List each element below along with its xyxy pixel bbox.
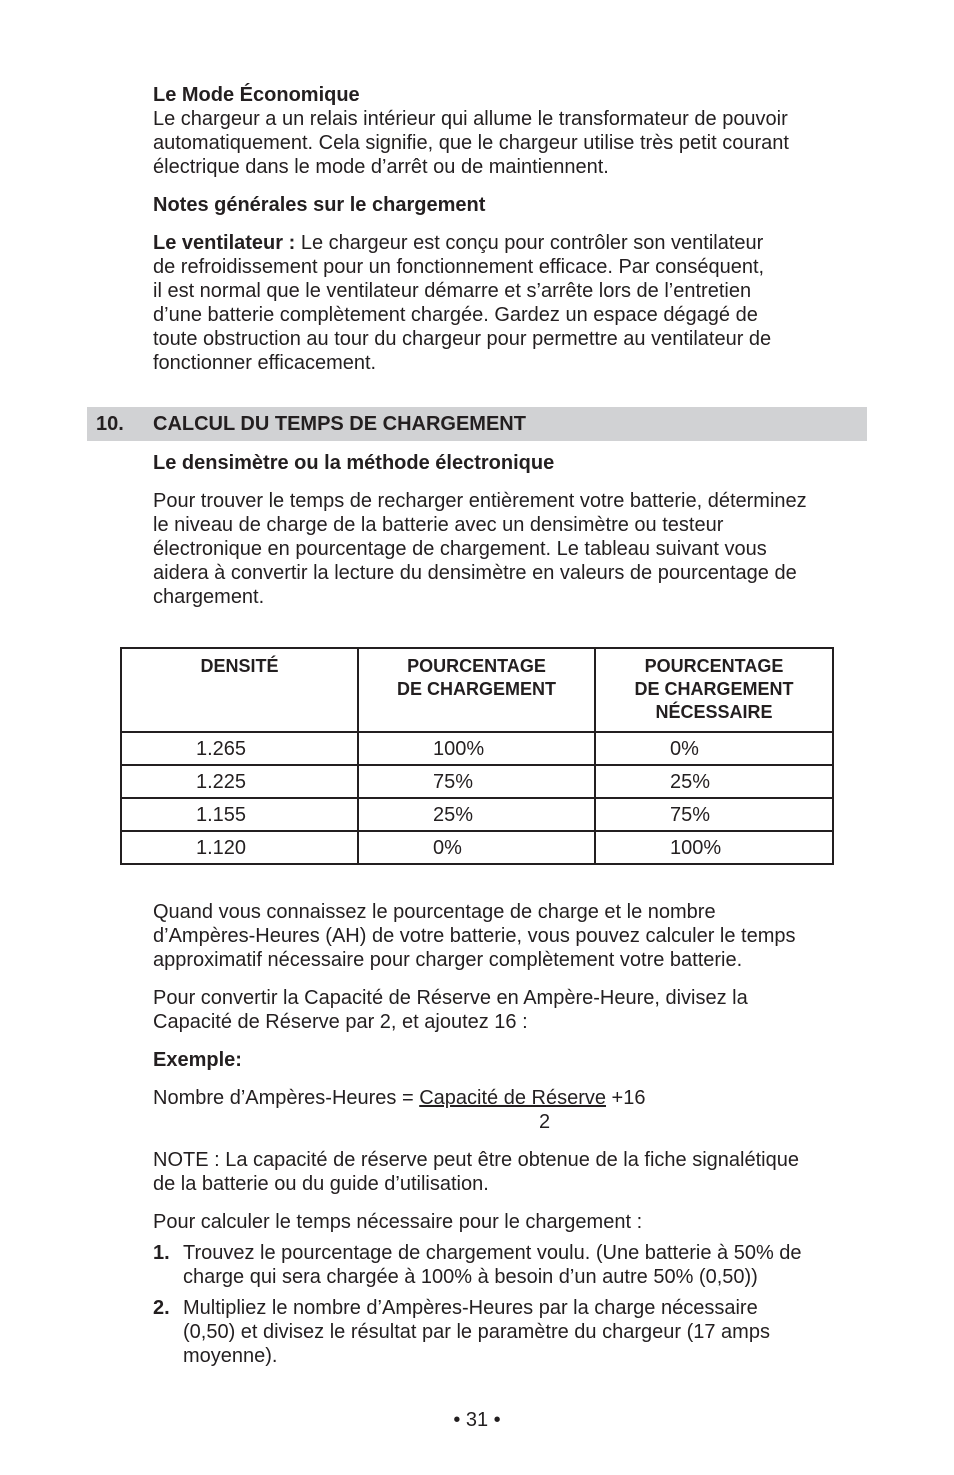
cell-charge: 0%: [358, 831, 595, 864]
eco-mode-section: [153, 83, 868, 179]
cell-needed: 75%: [595, 798, 833, 831]
fan-line: [153, 231, 868, 255]
example-heading-block: [153, 1048, 868, 1072]
convert-line: Pour convertir la Capacité de Réserve en Ampère-Heure, divisez la: [153, 987, 748, 1009]
fan-line: fonctionner efficacement.: [153, 352, 377, 374]
cell-needed: 100%: [595, 831, 833, 864]
general-notes-heading: Notes générales sur le chargement: [153, 194, 486, 216]
example-heading: Exemple:: [153, 1049, 242, 1071]
hydrometer-paragraph: [153, 489, 868, 609]
header-charge-needed: [595, 648, 833, 732]
header-charge-percent: [358, 648, 595, 732]
header-line: DE CHARGEMENT: [396, 679, 556, 699]
eco-mode-line: automatiquement. Cela signifie, que le chargeur utilise très petit courant: [153, 132, 789, 154]
hydrometer-heading: Le densimètre ou la méthode électronique: [153, 452, 555, 474]
fan-line: de refroidissement pour un fonctionnement efficace. Par conséquent,: [153, 256, 765, 278]
step-line: moyenne).: [183, 1345, 278, 1367]
hydrometer-line: électronique en pourcentage de chargement. Le tableau suivant vous: [153, 538, 767, 560]
eco-mode-heading: Le Mode Économique: [153, 84, 360, 106]
table-row: [121, 831, 833, 864]
fan-line: toute obstruction au tour du chargeur pour permettre au ventilateur de: [153, 328, 772, 350]
fan-line: il est normal que le ventilateur démarre et s’arrête lors de l’entretien: [153, 280, 752, 302]
convert-line: Capacité de Réserve par 2, et ajoutez 16 :: [153, 1011, 528, 1033]
formula: [153, 1086, 868, 1134]
cell-density: 1.120: [121, 831, 358, 864]
table-row: [121, 798, 833, 831]
hydrometer-line: chargement.: [153, 586, 265, 608]
step-line: charge qui sera chargée à 100% à besoin d’un autre 50% (0,50)): [183, 1266, 758, 1288]
fan-line: d’une batterie complètement chargée. Gardez un espace dégagé de: [153, 304, 758, 326]
step-number: 1.: [153, 1242, 170, 1264]
convert-paragraph: [153, 986, 868, 1034]
hydrometer-line: le niveau de charge de la batterie avec un densimètre ou testeur: [153, 514, 724, 536]
formula-suffix: +16: [606, 1087, 646, 1109]
header-line: NÉCESSAIRE: [655, 702, 773, 722]
density-table: [120, 647, 834, 865]
hydrometer-heading-block: [153, 451, 868, 475]
cell-needed: 25%: [595, 765, 833, 798]
eco-mode-line: Le chargeur a un relais intérieur qui allume le transformateur de pouvoir: [153, 108, 788, 130]
header-density: [121, 648, 358, 732]
formula-numerator: Capacité de Réserve: [419, 1087, 606, 1109]
fan-label: Le ventilateur :: [153, 232, 296, 254]
step-line: Trouvez le pourcentage de chargement voulu. (Une batterie à 50% de: [183, 1242, 802, 1264]
cell-density: 1.155: [121, 798, 358, 831]
hydrometer-line: Pour trouver le temps de recharger entièrement votre batterie, déterminez: [153, 490, 807, 512]
header-line: POURCENTAGE: [644, 656, 784, 676]
ah-paragraph: [153, 900, 868, 972]
note-line: de la batterie ou du guide d’utilisation.: [153, 1173, 489, 1195]
cell-needed: 0%: [595, 732, 833, 765]
eco-mode-line: électrique dans le mode d’arrêt ou de maintiennent.: [153, 156, 609, 178]
header-line: POURCENTAGE: [407, 656, 546, 676]
cell-density: 1.265: [121, 732, 358, 765]
calc-intro: Pour calculer le temps nécessaire pour le chargement :: [153, 1211, 643, 1233]
fan-paragraph: [153, 231, 868, 375]
section-title: CALCUL DU TEMPS DE CHARGEMENT: [153, 413, 526, 435]
section-header-bar: [87, 407, 867, 441]
header-line: DE CHARGEMENT: [634, 679, 794, 699]
fan-text: Le chargeur est conçu pour contrôler son ventilateur: [295, 232, 764, 254]
formula-denominator: 2: [539, 1111, 551, 1133]
general-notes-heading-block: [153, 193, 868, 217]
section-number: 10.: [96, 413, 124, 435]
cell-charge: 25%: [358, 798, 595, 831]
cell-charge: 75%: [358, 765, 595, 798]
page-number: • 31 •: [453, 1409, 501, 1431]
list-item: [153, 1241, 868, 1289]
step-number: 2.: [153, 1297, 170, 1319]
ah-line: approximatif nécessaire pour charger complètement votre batterie.: [153, 949, 743, 971]
formula-line: [153, 1086, 868, 1110]
hydrometer-line: aidera à convertir la lecture du densimètre en valeurs de pourcentage de: [153, 562, 797, 584]
table-row: [121, 765, 833, 798]
formula-prefix: Nombre d’Ampères-Heures =: [153, 1087, 420, 1109]
cell-density: 1.225: [121, 765, 358, 798]
table-header-row: [121, 648, 833, 732]
header-line: DENSITÉ: [200, 656, 279, 676]
step-line: Multipliez le nombre d’Ampères-Heures par la charge nécessaire: [183, 1297, 758, 1319]
steps-list-block: [153, 1241, 868, 1368]
calc-intro-block: [153, 1210, 868, 1234]
cell-charge: 100%: [358, 732, 595, 765]
step-line: (0,50) et divisez le résultat par le paramètre du chargeur (17 amps: [183, 1321, 770, 1343]
table-row: [121, 732, 833, 765]
steps-list: [153, 1241, 868, 1368]
ah-line: d’Ampères-Heures (AH) de votre batterie, vous pouvez calculer le temps: [153, 925, 796, 947]
list-item: [153, 1296, 868, 1368]
note-line: NOTE : La capacité de réserve peut être obtenue de la fiche signalétique: [153, 1149, 799, 1171]
note-paragraph: [153, 1148, 868, 1196]
ah-line: Quand vous connaissez le pourcentage de charge et le nombre: [153, 901, 716, 923]
